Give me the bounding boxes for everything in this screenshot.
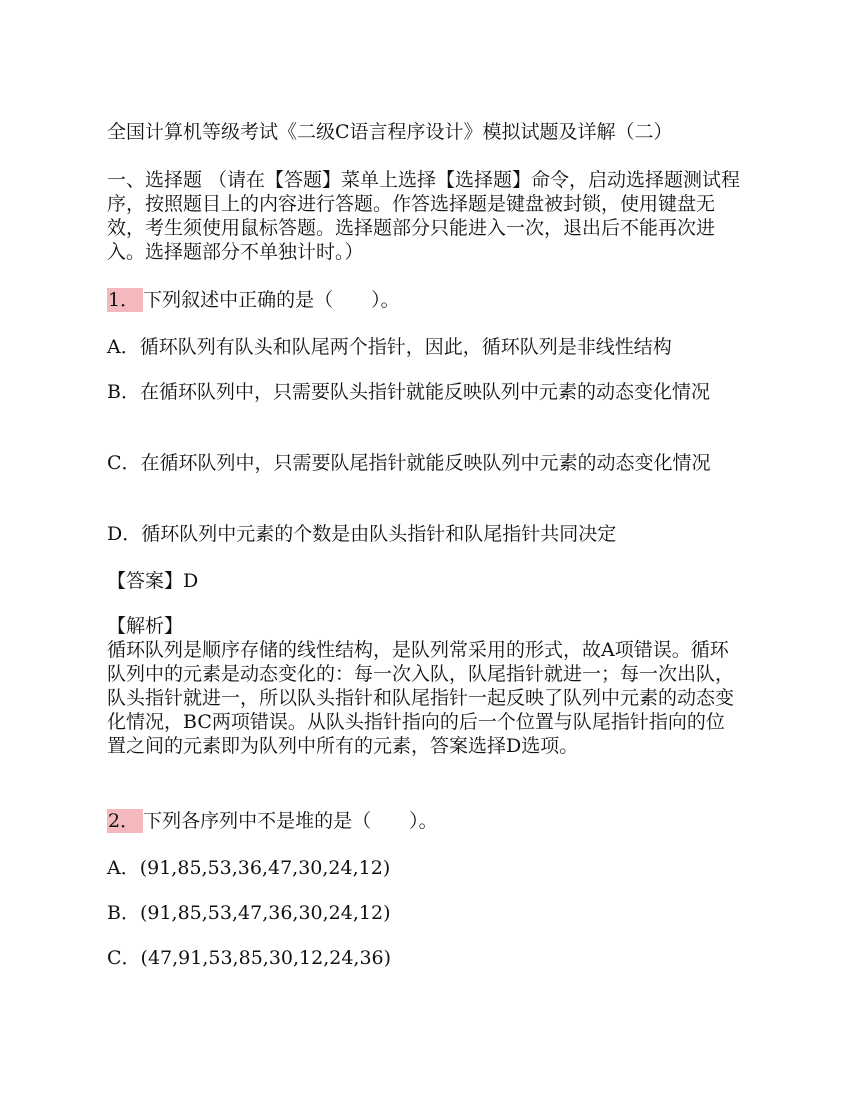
option-c: C．在循环队列中，只需要队尾指针就能反映队列中元素的动态变化情况 bbox=[107, 452, 711, 474]
question-2 bbox=[107, 809, 743, 833]
option-b: B．(91,85,53,47,36,30,24,12) bbox=[107, 902, 391, 924]
section-heading: 一、选择题 （请在【答题】菜单上选择【选择题】命令，启动选择题测试程序，按照题目上的内容进行答题。作答选择题是键盘被封锁，使用键盘无效，考生须使用鼠标答题。选择题部分只能进入一次，退出后不能再次进入。选择题部分不单独计时。） bbox=[107, 169, 741, 263]
option-c: C．(47,91,53,85,30,12,24,36) bbox=[107, 947, 392, 969]
option-b: B．在循环队列中，只需要队头指针就能反映队列中元素的动态变化情况 bbox=[107, 381, 710, 403]
question-stem: 下列各序列中不是堆的是（ ）。 bbox=[143, 810, 438, 832]
question-number-highlight: 1． bbox=[107, 288, 143, 312]
question-1 bbox=[107, 288, 743, 312]
analysis-label: 【解析】 bbox=[107, 615, 184, 637]
document-title: 全国计算机等级考试《二级C语言程序设计》模拟试题及详解（二） bbox=[107, 121, 673, 143]
question-number-highlight: 2． bbox=[107, 809, 143, 833]
option-d: D．循环队列中元素的个数是由队头指针和队尾指针共同决定 bbox=[107, 523, 617, 545]
option-a: A．(91,85,53,36,47,30,24,12) bbox=[107, 857, 391, 879]
option-a: A．循环队列有队头和队尾两个指针，因此，循环队列是非线性结构 bbox=[107, 336, 672, 358]
answer: 【答案】D bbox=[107, 570, 199, 592]
question-stem: 下列叙述中正确的是（ ）。 bbox=[143, 289, 400, 311]
analysis-text: 循环队列是顺序存储的线性结构，是队列常采用的形式，故A项错误。循环队列中的元素是动态变化的：每一次入队，队尾指针就进一；每一次出队，队头指针就进一，所以队头指针和队尾指针一起反映了队列中元素的动态变化情况，BC两项错误。从队头指针指向的后一个位置与队尾指针指向的位置之间的元素即为队列中所有的元素，答案选择D选项。 bbox=[107, 639, 735, 757]
